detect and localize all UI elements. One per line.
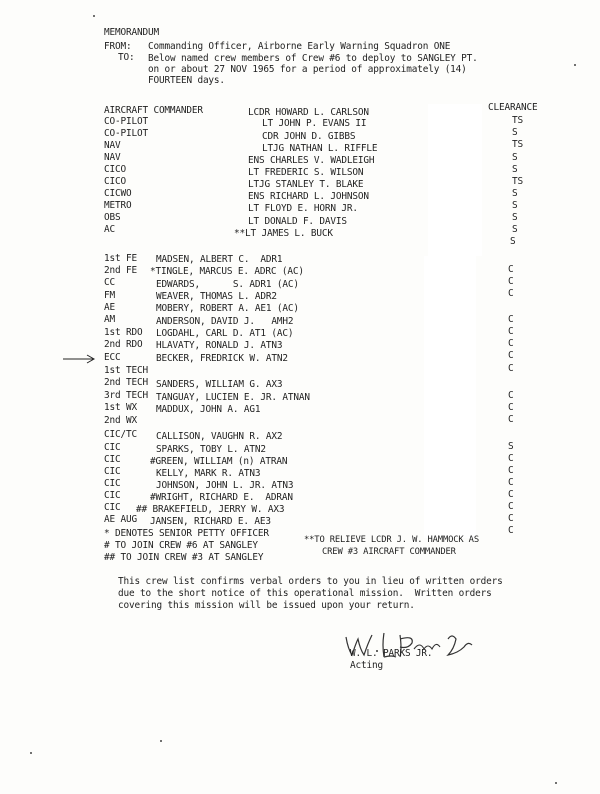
enlisted-role: 1st WX (104, 402, 137, 413)
enlisted-name: WEAVER, THOMAS L. ADR2 (156, 291, 277, 302)
enlisted-role: CIC (104, 454, 121, 465)
signature-title: Acting (350, 660, 383, 671)
enlisted-role: CIC (104, 442, 121, 453)
enlisted-name: LOGDAHL, CARL D. AT1 (AC) (156, 328, 294, 339)
enlisted-name: SPARKS, TOBY L. ATN2 (156, 444, 266, 455)
enlisted-clearance: C (508, 453, 514, 464)
officer-role: CO-PILOT (104, 116, 148, 127)
enlisted-role: CIC (104, 466, 121, 477)
enlisted-clearance: C (508, 414, 514, 425)
note-crew3: ## TO JOIN CREW #3 AT SANGLEY (104, 552, 264, 563)
officer-name: LTJG NATHAN L. RIFFLE (262, 143, 378, 154)
scan-speck (555, 782, 557, 784)
officer-name: ENS CHARLES V. WADLEIGH (248, 155, 375, 166)
enlisted-role: 2nd WX (104, 415, 137, 426)
enlisted-clearance: C (508, 264, 514, 275)
note-crew6: # TO JOIN CREW #6 AT SANGLEY (104, 540, 258, 551)
enlisted-clearance: C (508, 489, 514, 500)
enlisted-role: 2nd FE (104, 265, 137, 276)
enlisted-clearance: C (508, 288, 514, 299)
closing-line-1: This crew list confirms verbal orders to you in lieu of written orders (118, 576, 503, 587)
officer-clearance: S (512, 188, 518, 199)
enlisted-name: JOHNSON, JOHN L. JR. ATN3 (156, 480, 294, 491)
from-text: Commanding Officer, Airborne Early Warning Squadron ONE (148, 41, 451, 52)
officer-role: METRO (104, 200, 132, 211)
redaction-block (428, 104, 482, 256)
officer-clearance: S (512, 152, 518, 163)
officer-role: CO-PILOT (104, 128, 148, 139)
officer-clearance: S (510, 236, 516, 247)
enlisted-role: CIC (104, 490, 121, 501)
scan-speck (30, 752, 32, 754)
officer-role: OBS (104, 212, 121, 223)
enlisted-clearance: C (508, 314, 514, 325)
enlisted-role: ECC (104, 352, 121, 363)
officer-name: LT FLOYD E. HORN JR. (248, 203, 358, 214)
scan-speck (574, 64, 576, 66)
officer-role: CICO (104, 176, 126, 187)
note-relieve-line1: **TO RELIEVE LCDR J. W. HAMMOCK AS (304, 535, 479, 545)
officer-name: ENS RICHARD L. JOHNSON (248, 191, 369, 202)
enlisted-clearance: C (508, 338, 514, 349)
hand-drawn-arrow-icon (62, 354, 96, 364)
enlisted-clearance: C (508, 326, 514, 337)
officer-clearance: S (512, 200, 518, 211)
enlisted-name: #WRIGHT, RICHARD E. ADRAN (150, 492, 293, 503)
officer-name: LT FREDERIC S. WILSON (248, 167, 364, 178)
officer-role: NAV (104, 140, 121, 151)
enlisted-role: 3rd TECH (104, 390, 148, 401)
enlisted-name: KELLY, MARK R. ATN3 (156, 468, 261, 479)
enlisted-role: 1st TECH (104, 365, 148, 376)
officer-role: CICWO (104, 188, 132, 199)
enlisted-role: FM (104, 290, 115, 301)
enlisted-name: ANDERSON, DAVID J. AMH2 (156, 316, 294, 327)
enlisted-name: CALLISON, VAUGHN R. AX2 (156, 431, 283, 442)
memo-heading: MEMORANDUM (104, 27, 159, 38)
enlisted-clearance: C (508, 477, 514, 488)
closing-line-2: due to the short notice of this operational mission. Written orders (118, 588, 492, 599)
enlisted-name: ## BRAKEFIELD, JERRY W. AX3 (136, 504, 285, 515)
to-line-3: FOURTEEN days. (148, 75, 225, 86)
scan-speck (93, 15, 95, 17)
enlisted-name: BECKER, FREDRICK W. ATN2 (156, 353, 288, 364)
enlisted-role: CIC (104, 502, 121, 513)
officer-clearance: S (512, 127, 518, 138)
enlisted-name: MOBERY, ROBERT A. AE1 (AC) (156, 303, 299, 314)
officer-clearance: TS (512, 115, 523, 126)
officer-name: LT DONALD F. DAVIS (248, 216, 347, 227)
enlisted-name: *TINGLE, MARCUS E. ADRC (AC) (150, 266, 304, 277)
enlisted-name: SANDERS, WILLIAM G. AX3 (156, 379, 283, 390)
enlisted-clearance: C (508, 363, 514, 374)
enlisted-clearance: C (508, 465, 514, 476)
enlisted-clearance: C (508, 513, 514, 524)
enlisted-clearance: C (508, 276, 514, 287)
note-senior: * DENOTES SENIOR PETTY OFFICER (104, 528, 269, 539)
enlisted-name: TANGUAY, LUCIEN E. JR. ATNAN (156, 392, 310, 403)
from-label: FROM: (104, 41, 132, 52)
officer-name: LTJG STANLEY T. BLAKE (248, 179, 364, 190)
officer-role: CICO (104, 164, 126, 175)
officer-role: AIRCRAFT COMMANDER (104, 105, 203, 116)
enlisted-clearance: C (508, 390, 514, 401)
clearance-header: CLEARANCE (488, 102, 538, 113)
enlisted-name: #GREEN, WILLIAM (n) ATRAN (150, 456, 288, 467)
officer-clearance: S (512, 164, 518, 175)
enlisted-name: MADSEN, ALBERT C. ADR1 (156, 254, 283, 265)
enlisted-clearance: C (508, 501, 514, 512)
enlisted-role: AM (104, 314, 115, 325)
enlisted-role: CIC (104, 478, 121, 489)
note-relieve-line2: CREW #3 AIRCRAFT COMMANDER (322, 547, 456, 557)
officer-role: AC (104, 224, 115, 235)
enlisted-clearance: C (508, 402, 514, 413)
officer-clearance: TS (512, 176, 523, 187)
to-line-2: on or about 27 NOV 1965 for a period of approximately (14) (148, 64, 467, 75)
officer-name: **LT JAMES L. BUCK (234, 228, 333, 239)
enlisted-role: 1st RDO (104, 327, 143, 338)
enlisted-clearance: S (508, 441, 514, 452)
enlisted-role: 1st FE (104, 253, 137, 264)
enlisted-role: AE AUG (104, 514, 137, 525)
signature-name: W. L. PARKS JR. (350, 648, 433, 659)
officer-clearance: S (512, 224, 518, 235)
officer-clearance: S (512, 212, 518, 223)
enlisted-name: HLAVATY, RONALD J. ATN3 (156, 340, 283, 351)
enlisted-name: JANSEN, RICHARD E. AE3 (150, 516, 271, 527)
officer-role: NAV (104, 152, 121, 163)
officer-name: LT JOHN P. EVANS II (262, 118, 367, 129)
enlisted-name: MADDUX, JOHN A. AG1 (156, 404, 261, 415)
enlisted-role: CC (104, 277, 115, 288)
enlisted-name: EDWARDS, S. ADR1 (AC) (156, 279, 299, 290)
officer-name: CDR JOHN D. GIBBS (262, 131, 356, 142)
closing-line-3: covering this mission will be issued upon your return. (118, 600, 415, 611)
officer-name: LCDR HOWARD L. CARLSON (248, 107, 369, 118)
to-line-1: Below named crew members of Crew #6 to deploy to SANGLEY PT. (148, 53, 478, 64)
officer-clearance: TS (512, 139, 523, 150)
enlisted-clearance: C (508, 350, 514, 361)
enlisted-role: 2nd RDO (104, 339, 143, 350)
redaction-block (424, 256, 476, 538)
to-label: TO: (118, 52, 135, 63)
scan-speck (160, 740, 162, 742)
enlisted-role: CIC/TC (104, 429, 137, 440)
enlisted-role: AE (104, 302, 115, 313)
enlisted-clearance: C (508, 525, 514, 536)
enlisted-role: 2nd TECH (104, 377, 148, 388)
